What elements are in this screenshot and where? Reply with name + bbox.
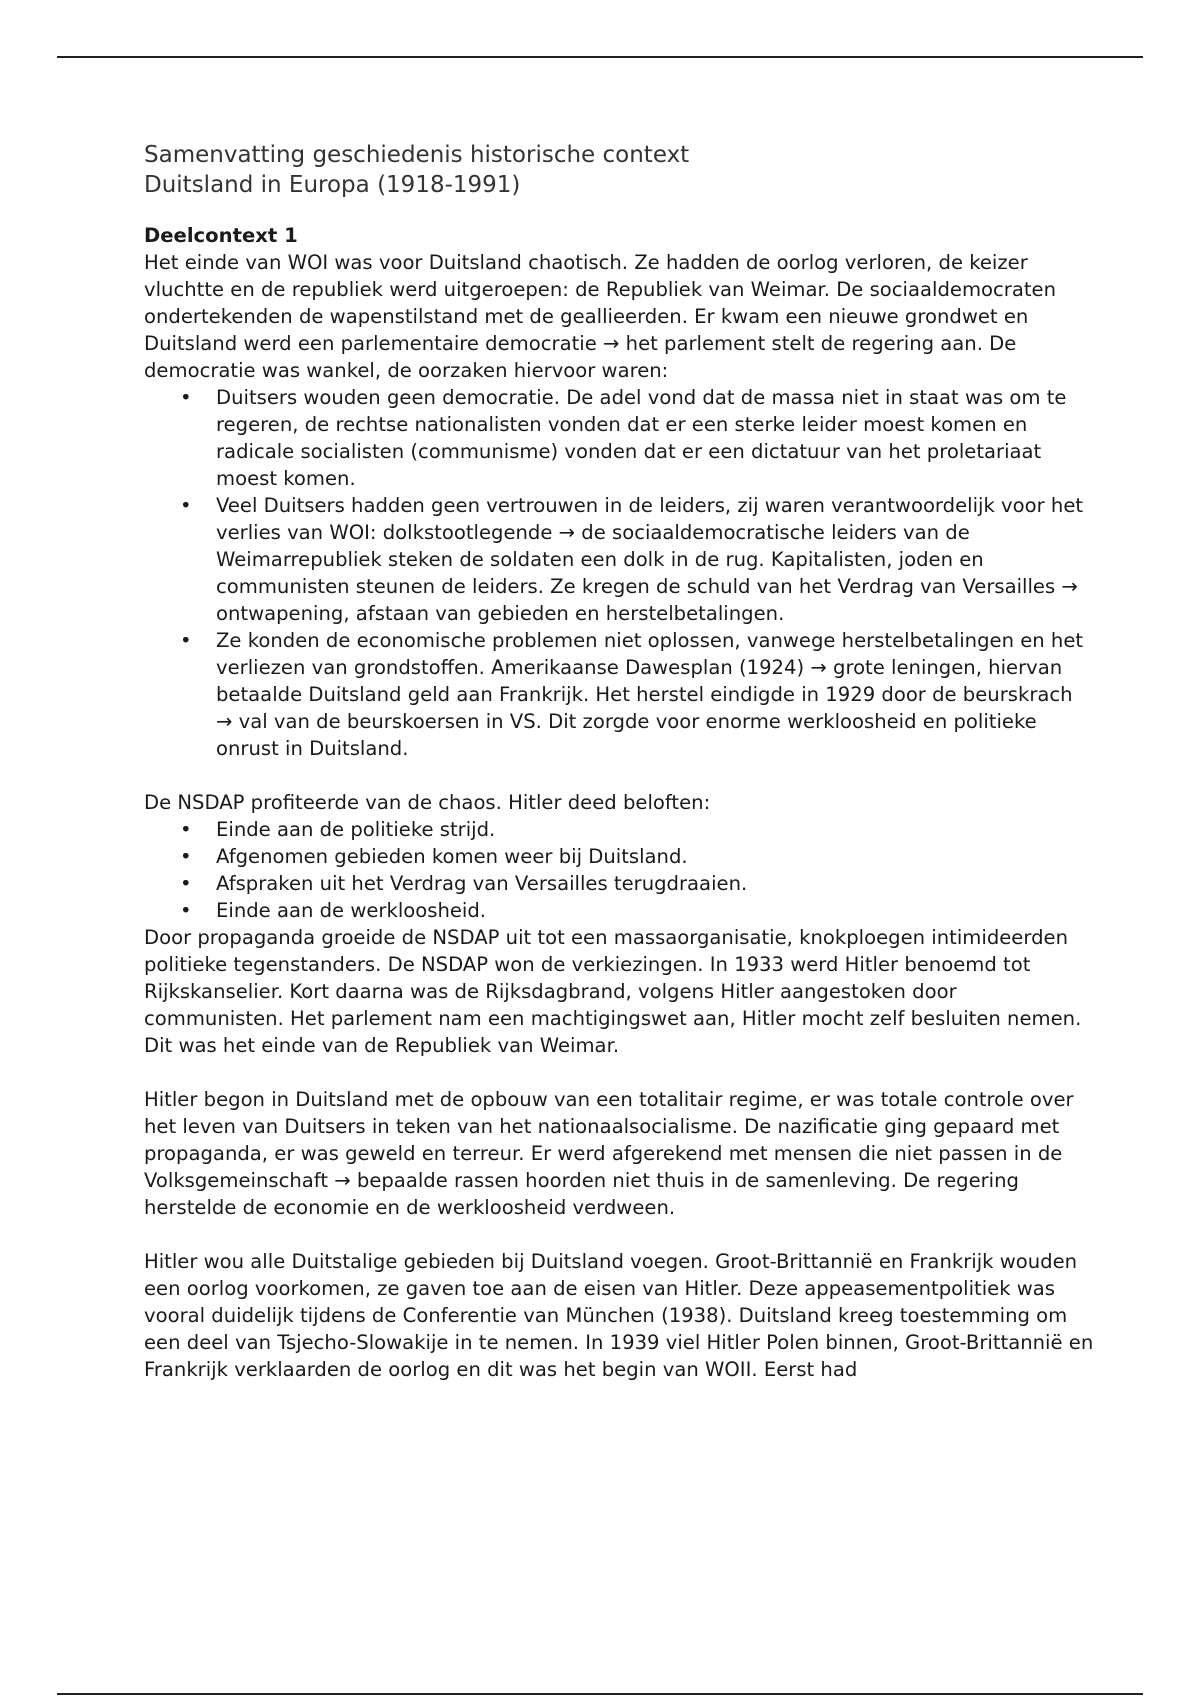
list-item: • Einde aan de politieke strijd. — [216, 816, 1094, 843]
causes-list — [144, 384, 1094, 762]
paragraph-5: Hitler wou alle Duitstalige gebieden bij Duitsland voegen. Groot-Brittannië en Frankrijk wouden een oorlog voorkomen, ze gaven toe aan de eisen van Hitler. Deze appeasementpolitiek was vooral duidelijk tijdens de Conferentie van München (1938). Duitsland kreeg toestemming om een deel van Tsjecho-Slowakije in te nemen. In 1939 viel Hitler Polen binnen, Groot-Brittannië en Frankrijk verklaarden de oorlog en dit was het begin van WOII. Eerst had — [144, 1250, 1094, 1381]
promises-list — [144, 816, 1094, 924]
list-item: • Afspraken uit het Verdrag van Versailles terugdraaien. — [216, 870, 1094, 897]
paragraph-4: Hitler begon in Duitsland met de opbouw van een totalitair regime, er was totale controle over het leven van Duitsers in teken van het nationaalsocialisme. De nazificatie ging gepaard met propaganda, er was geweld en terreur. Er werd afgerekend met mensen die niet passen in de Volksgemeinschaft → bepaalde rassen hoorden niet thuis in de samenleving. De regering herstelde de economie en de werkloosheid verdween. — [144, 1088, 1074, 1219]
list-item: • Afgenomen gebieden komen weer bij Duitsland. — [216, 843, 1094, 870]
list-item: • Duitsers wouden geen democratie. De adel vond dat de massa niet in staat was om te regeren, de rechtse nationalisten vonden dat er een sterke leider moest komen en radicale socialisten (communisme) vonden dat er een dictatuur van het proletariaat moest komen. — [216, 384, 1094, 492]
footer-rule — [57, 1693, 1143, 1695]
document-body — [144, 140, 1094, 1383]
header-rule — [57, 56, 1143, 58]
spacer — [144, 1221, 1094, 1248]
paragraph-2: De NSDAP profiteerde van de chaos. Hitler deed beloften: — [144, 791, 711, 814]
list-item: • Einde aan de werkloosheid. — [216, 897, 1094, 924]
list-item: • Ze konden de economische problemen niet oplossen, vanwege herstelbetalingen en het verliezen van grondstoffen. Amerikaanse Dawesplan (1924) → grote leningen, hiervan betaalde Duitsland geld aan Frankrijk. Het herstel eindigde in 1929 door de beurskrach → val van de beurskoersen in VS. Dit zorgde voor enorme werkloosheid en politieke onrust in Duitsland. — [216, 627, 1094, 762]
paragraph-1: Het einde van WOI was voor Duitsland chaotisch. Ze hadden de oorlog verloren, de keizer vluchtte en de republiek werd uitgeroepen: de Republiek van Weimar. De sociaaldemocraten ondertekenden de wapenstilstand met de geallieerden. Er kwam een nieuwe grondwet en Duitsland werd een parlementaire democratie → het parlement stelt de regering aan. De democratie was wankel, de oorzaken hiervoor waren: — [144, 251, 1057, 382]
spacer — [144, 762, 1094, 789]
paragraph-3: Door propaganda groeide de NSDAP uit tot een massaorganisatie, knokploegen intimideerden politieke tegenstanders. De NSDAP won de verkiezingen. In 1933 werd Hitler benoemd tot Rijkskanselier. Kort daarna was de Rijksdagbrand, volgens Hitler aangestoken door communisten. Het parlement nam een machtigingswet aan, Hitler mocht zelf besluiten nemen. Dit was het einde van de Republiek van Weimar. — [144, 926, 1082, 1057]
title-line-2: Duitsland in Europa (1918-1991) — [144, 172, 521, 198]
section-heading: Deelcontext 1 — [144, 224, 298, 247]
list-item: • Veel Duitsers hadden geen vertrouwen in de leiders, zij waren verantwoordelijk voor het verlies van WOI: dolkstootlegende → de sociaaldemocratische leiders van de Weimarrepubliek steken de soldaten een dolk in de rug. Kapitalisten, joden en communisten steunen de leiders. Ze kregen de schuld van het Verdrag van Versailles → ontwapening, afstaan van gebieden en herstelbetalingen. — [216, 492, 1094, 627]
title-line-1: Samenvatting geschiedenis historische context — [144, 142, 690, 168]
spacer — [144, 1059, 1094, 1086]
document-title — [144, 140, 1094, 200]
